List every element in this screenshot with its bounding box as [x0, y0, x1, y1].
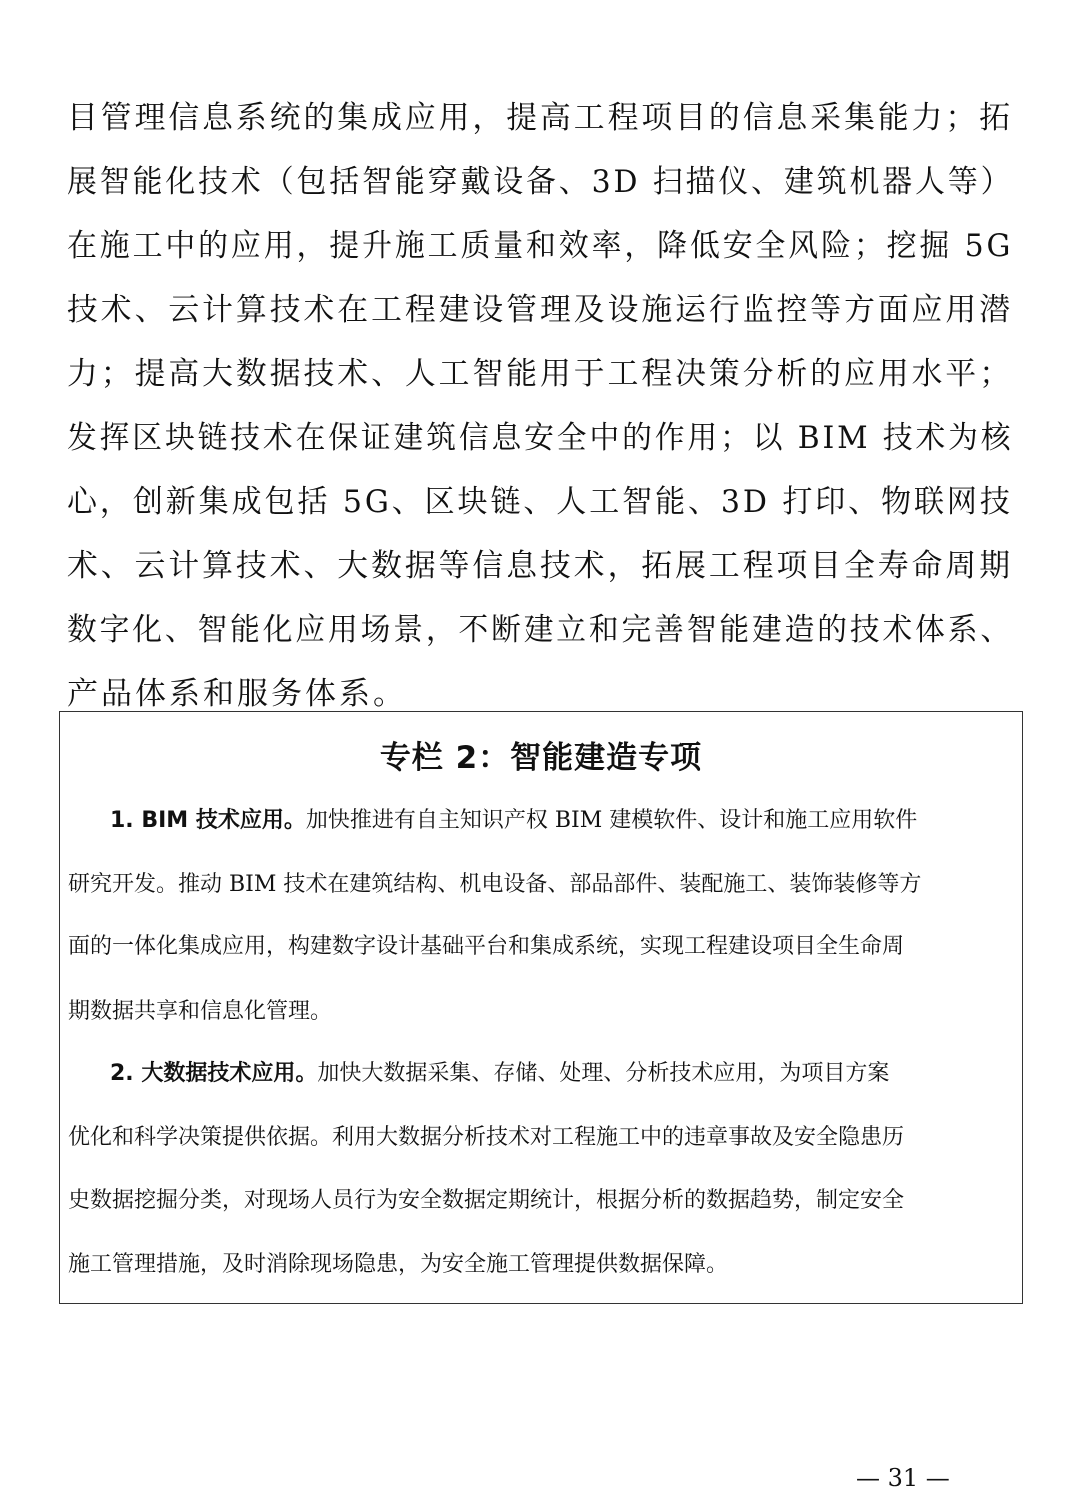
- item-first-line: [110, 805, 917, 837]
- item-line: 期数据共享和信息化管理。: [68, 999, 333, 1024]
- item-line: 研究开发。推动 BIM 技术在建筑结构、机电设备、部品部件、装配施工、装饰装修等方: [68, 872, 922, 897]
- item-line: 面的一体化集成应用，构建数字设计基础平台和集成系统，实现工程建设项目全生命周: [68, 934, 905, 959]
- item-line: 优化和科学决策提供依据。利用大数据分析技术对工程施工中的违章事故及安全隐患历: [68, 1125, 905, 1150]
- item-heading: 1. BIM 技术应用。: [110, 808, 306, 833]
- item-text: 加快推进有自主知识产权 BIM 建模软件、设计和施工应用软件: [305, 808, 918, 833]
- paragraph-line: 在施工中的应用，提升施工质量和效率，降低安全风险；挖掘 5G: [67, 228, 1014, 264]
- paragraph-line: 术、云计算技术、大数据等信息技术，拓展工程项目全寿命周期: [67, 548, 1013, 584]
- item-heading: 2. 大数据技术应用。: [110, 1061, 318, 1086]
- paragraph-line: 力；提高大数据技术、人工智能用于工程决策分析的应用水平；: [67, 356, 1013, 392]
- column-box-title: 专栏 2：智能建造专项: [379, 740, 703, 776]
- item-first-line: [110, 1058, 889, 1090]
- paragraph-line: 产品体系和服务体系。: [67, 676, 407, 712]
- item-text: 加快大数据采集、存储、处理、分析技术应用，为项目方案: [317, 1061, 890, 1086]
- paragraph-line: 目管理信息系统的集成应用，提高工程项目的信息采集能力；拓: [67, 100, 1013, 136]
- paragraph-line: 发挥区块链技术在保证建筑信息安全中的作用；以 BIM 技术为核: [67, 420, 1014, 456]
- paragraph-line: 技术、云计算技术在工程建设管理及设施运行监控等方面应用潜: [67, 292, 1013, 328]
- item-line: 史数据挖掘分类，对现场人员行为安全数据定期统计，根据分析的数据趋势，制定安全: [68, 1188, 905, 1213]
- item-line: 施工管理措施，及时消除现场隐患，为安全施工管理提供数据保障。: [68, 1252, 729, 1277]
- column-box: [59, 711, 1023, 1304]
- page-number: — 31 —: [856, 1464, 950, 1492]
- paragraph-line: 展智能化技术（包括智能穿戴设备、3D 扫描仪、建筑机器人等）: [67, 164, 1014, 200]
- paragraph-line: 数字化、智能化应用场景，不断建立和完善智能建造的技术体系、: [67, 612, 1013, 648]
- paragraph-line: 心，创新集成包括 5G、区块链、人工智能、3D 打印、物联网技: [67, 484, 1013, 520]
